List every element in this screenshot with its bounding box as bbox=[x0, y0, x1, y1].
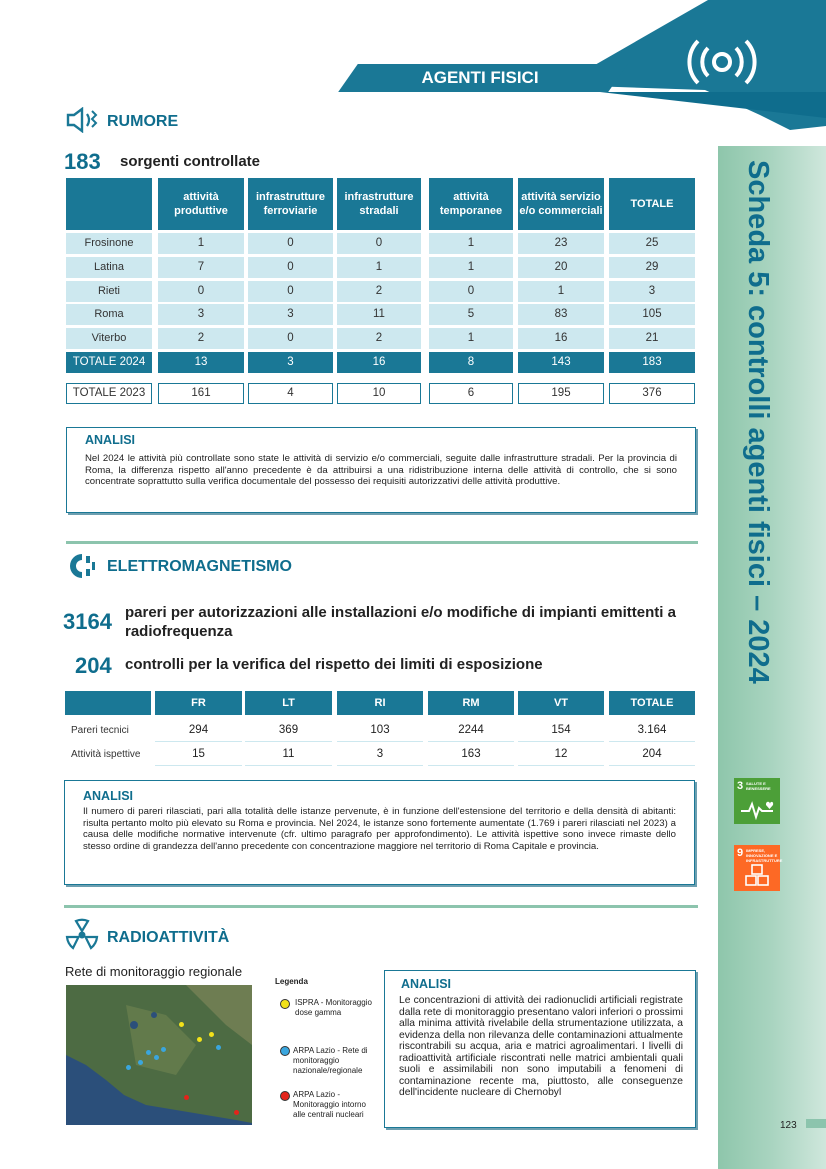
rumore-header-blank bbox=[66, 178, 152, 230]
em-column-header: TOTALE bbox=[609, 691, 695, 715]
em-analysis-box bbox=[64, 780, 695, 885]
rumore-cell: 83 bbox=[518, 304, 604, 325]
em-column-header: RI bbox=[337, 691, 423, 715]
rumore-cell: 0 bbox=[248, 328, 333, 349]
rumore-total-2023-cell: 376 bbox=[609, 383, 695, 404]
sdg-number: 3 bbox=[737, 780, 744, 792]
legend-item-arpa-centrali: ARPA Lazio - Monitoraggio intorno alle centrali nucleari bbox=[293, 1090, 366, 1119]
rumore-cell: 21 bbox=[609, 328, 695, 349]
em-analysis-title: ANALISI bbox=[83, 789, 133, 803]
rumore-count-label: sorgenti controllate bbox=[120, 153, 261, 170]
monitoring-map bbox=[66, 985, 252, 1125]
em-count2-label: controlli per la verifica del rispetto dei limiti di esposizione bbox=[125, 656, 543, 673]
rumore-cell: 1 bbox=[429, 328, 513, 349]
cubes-icon bbox=[743, 863, 771, 889]
rumore-count: 183 bbox=[64, 149, 101, 174]
rumore-cell: 0 bbox=[337, 233, 421, 254]
rumore-column-header: infrastrutture stradali bbox=[337, 178, 421, 230]
rumore-total-2024-cell: 16 bbox=[337, 352, 421, 373]
em-analysis-text: Il numero di pareri rilasciati, pari alla totalità delle istanze pervenute, è in funzione dell'estensione del territorio e della densità di abitanti: risulta pertanto molto più elevato su Roma e provincia. Nel 2024, le istanze sono fortemente aumentate (1.769 i pareri rilasciati nel 2023) a causa delle modifiche normative intervenute (cfr. ultimo paragrafo per approfondimento). Le attività ispettive sono invece rimaste dello stesso ordine di grandezza dell'anno precedente con concentrazione maggiore nel territorio di Roma Capitale e provincia. bbox=[83, 806, 676, 852]
map-marker bbox=[216, 1045, 221, 1050]
em-cell: 3 bbox=[337, 744, 423, 766]
rumore-total-2024-cell: 143 bbox=[518, 352, 604, 373]
map-marker bbox=[138, 1060, 143, 1065]
rumore-cell: 1 bbox=[337, 257, 421, 278]
map-marker bbox=[234, 1110, 239, 1115]
section-divider bbox=[66, 541, 698, 544]
map-marker bbox=[154, 1055, 159, 1060]
page-number: 123 bbox=[780, 1120, 797, 1131]
em-cell: 103 bbox=[337, 720, 423, 742]
rumore-analysis-title: ANALISI bbox=[85, 433, 135, 447]
rumore-total-2023-cell: 4 bbox=[248, 383, 333, 404]
rumore-cell: 0 bbox=[248, 257, 333, 278]
em-cell: 204 bbox=[609, 744, 695, 766]
rumore-cell: 1 bbox=[429, 257, 513, 278]
rumore-cell: 0 bbox=[429, 281, 513, 302]
rumore-cell: 7 bbox=[158, 257, 244, 278]
sdg-number: 9 bbox=[737, 847, 744, 859]
radio-waves-icon bbox=[686, 38, 758, 86]
rumore-cell: 0 bbox=[248, 281, 333, 302]
rumore-cell: 5 bbox=[429, 304, 513, 325]
em-count1-label: pareri per autorizzazioni alle installazioni e/o modifiche di impianti emittenti a radiofrequenza bbox=[125, 604, 676, 640]
header-title: AGENTI FISICI bbox=[421, 68, 539, 87]
sdg-label: SALUTE E BENESSERE bbox=[746, 781, 771, 791]
sdg-3-badge bbox=[734, 778, 780, 824]
rumore-column-header: attività temporanee bbox=[429, 178, 513, 230]
rumore-cell: 1 bbox=[429, 233, 513, 254]
rumore-cell: 3 bbox=[609, 281, 695, 302]
rumore-row-label: Rieti bbox=[66, 281, 152, 302]
rumore-total-2023-cell: 161 bbox=[158, 383, 244, 404]
rumore-cell: 1 bbox=[518, 281, 604, 302]
map-marker bbox=[209, 1032, 214, 1037]
rumore-cell: 3 bbox=[248, 304, 333, 325]
radio-title: RADIOATTIVITÀ bbox=[107, 929, 230, 946]
sdg-9-badge bbox=[734, 845, 783, 891]
rumore-analysis-text: Nel 2024 le attività più controllate sono state le attività di servizio e/o commerciali, seguite dalle infrastrutture stradali. Per la provincia di Roma, la differenza rispetto all'anno precedente è da attribuirsi a una ridistribuzione interna delle attività di controllo, che si sono concentrate soprattutto sulla verifica documentale del possesso dei requisiti autorizzativi delle attività produttive. bbox=[85, 453, 677, 487]
map-marker bbox=[161, 1047, 166, 1052]
heartbeat-icon bbox=[740, 798, 774, 820]
rumore-cell: 16 bbox=[518, 328, 604, 349]
legend-item-ispra: ISPRA - Monitoraggio dose gamma bbox=[295, 998, 372, 1017]
section-divider bbox=[64, 905, 698, 908]
em-cell: 12 bbox=[518, 744, 604, 766]
rumore-row-label: Latina bbox=[66, 257, 152, 278]
rumore-column-header: TOTALE bbox=[609, 178, 695, 230]
rumore-total-2024-cell: 13 bbox=[158, 352, 244, 373]
rumore-cell: 1 bbox=[158, 233, 244, 254]
rumore-column-header: attività produttive bbox=[158, 178, 244, 230]
legend-item-arpa-rete: ARPA Lazio - Rete di monitoraggio nazionale/regionale bbox=[293, 1046, 368, 1075]
rumore-analysis-box bbox=[66, 427, 696, 513]
em-cell: 163 bbox=[428, 744, 514, 766]
legend-title: Legenda bbox=[275, 977, 308, 986]
map-marker bbox=[197, 1037, 202, 1042]
em-column-header: FR bbox=[155, 691, 242, 715]
sdg-label: IMPRESE, INNOVAZIONE E INFRASTRUTTURE bbox=[746, 848, 783, 863]
rumore-total-2023-cell: 6 bbox=[429, 383, 513, 404]
em-cell: 2244 bbox=[428, 720, 514, 742]
legend-dot-blue bbox=[280, 1046, 290, 1056]
em-column-header: VT bbox=[518, 691, 604, 715]
rumore-cell: 3 bbox=[158, 304, 244, 325]
em-header-blank bbox=[65, 691, 151, 715]
map-marker bbox=[184, 1095, 189, 1100]
em-column-header: LT bbox=[245, 691, 332, 715]
page-number-bar bbox=[806, 1119, 826, 1128]
rumore-row-label: Roma bbox=[66, 304, 152, 325]
rumore-column-header: infrastrutture ferroviarie bbox=[248, 178, 333, 230]
radioactivity-icon bbox=[64, 918, 100, 952]
em-row-label: Attività ispettive bbox=[71, 749, 141, 760]
rumore-cell: 2 bbox=[158, 328, 244, 349]
em-cell: 15 bbox=[155, 744, 242, 766]
rumore-cell: 0 bbox=[158, 281, 244, 302]
rumore-column-header: attività servizio e/o commerciali bbox=[518, 178, 604, 230]
rumore-cell: 29 bbox=[609, 257, 695, 278]
em-cell: 3.164 bbox=[609, 720, 695, 742]
radio-analysis-text: Le concentrazioni di attività dei radionuclidi artificiali registrate dalla rete di monitoraggio presentano valori inferiori o prossimi alla minima attività rivelabile della strumentazione utilizzata, a evidenza della non rilevanza delle contaminazioni attualmente riscontrabili su acqua, aria e matrici agroalimentari. I livelli di radioattività artificiale riscontrati nelle matrici ambientali quali suoli e assimilabili non sono imputabili a fenomeni di contaminazione recente ma, piuttosto, alle conseguenze dell'incidente nucleare di Chernobyl bbox=[399, 995, 683, 1098]
rumore-cell: 20 bbox=[518, 257, 604, 278]
speaker-icon bbox=[66, 107, 102, 133]
radio-analysis-title: ANALISI bbox=[401, 977, 451, 991]
rumore-total-2024-label: TOTALE 2024 bbox=[66, 352, 152, 373]
radio-analysis-box bbox=[384, 970, 696, 1128]
em-cell: 11 bbox=[245, 744, 332, 766]
em-cell: 294 bbox=[155, 720, 242, 742]
rumore-cell: 105 bbox=[609, 304, 695, 325]
rumore-cell: 11 bbox=[337, 304, 421, 325]
legend-dot-yellow bbox=[280, 999, 290, 1009]
rumore-total-2024-cell: 8 bbox=[429, 352, 513, 373]
map-marker bbox=[126, 1065, 131, 1070]
rumore-cell: 25 bbox=[609, 233, 695, 254]
em-row-label: Pareri tecnici bbox=[71, 725, 129, 736]
rumore-total-2023-cell: 10 bbox=[337, 383, 421, 404]
rumore-total-2024-cell: 3 bbox=[248, 352, 333, 373]
rumore-total-2023-cell: 195 bbox=[518, 383, 604, 404]
rumore-title: RUMORE bbox=[107, 113, 179, 130]
em-title: ELETTROMAGNETISMO bbox=[107, 558, 292, 575]
em-count2: 204 bbox=[75, 653, 112, 678]
rumore-total-2023-label: TOTALE 2023 bbox=[66, 383, 152, 404]
em-cell: 154 bbox=[518, 720, 604, 742]
rumore-cell: 2 bbox=[337, 281, 421, 302]
rumore-row-label: Frosinone bbox=[66, 233, 152, 254]
legend-dot-red bbox=[280, 1091, 290, 1101]
rumore-total-2024-cell: 183 bbox=[609, 352, 695, 373]
electromagnetism-icon bbox=[64, 551, 98, 581]
rumore-cell: 2 bbox=[337, 328, 421, 349]
em-column-header: RM bbox=[428, 691, 514, 715]
side-title: Scheda 5: controlli agenti fisici – 2024 bbox=[742, 160, 774, 684]
rumore-cell: 0 bbox=[248, 233, 333, 254]
map-marker bbox=[146, 1050, 151, 1055]
rumore-cell: 23 bbox=[518, 233, 604, 254]
em-cell: 369 bbox=[245, 720, 332, 742]
map-marker bbox=[179, 1022, 184, 1027]
map-image bbox=[66, 985, 252, 1125]
map-title: Rete di monitoraggio regionale bbox=[65, 964, 243, 979]
rumore-row-label: Viterbo bbox=[66, 328, 152, 349]
em-count1: 3164 bbox=[63, 609, 112, 634]
